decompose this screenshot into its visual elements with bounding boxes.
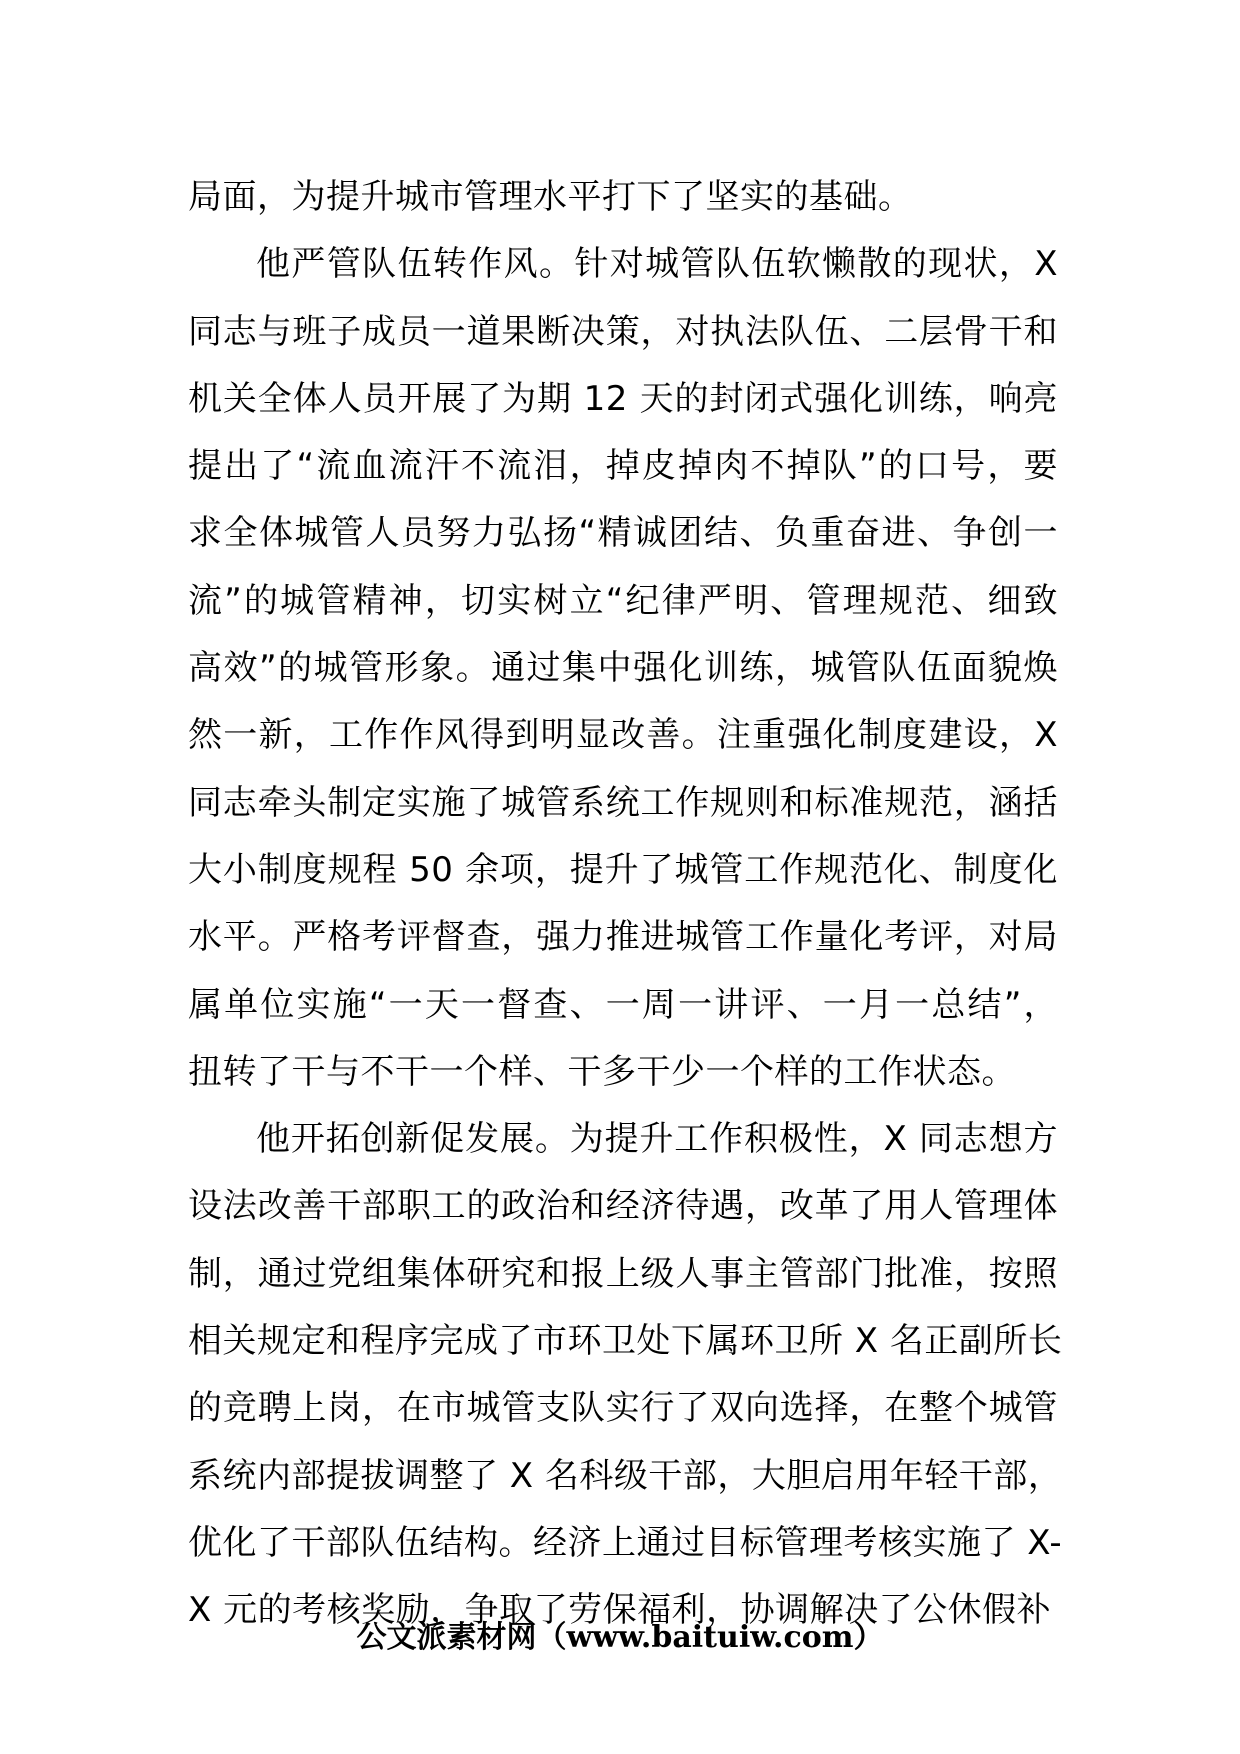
text-line: 提出了“流血流汗不流泪，掉皮掉肉不掉队”的口号，要 — [188, 446, 1058, 487]
paragraph — [188, 231, 1058, 1106]
paragraph — [188, 1106, 1063, 1644]
text-line: 同志牵头制定实施了城管系统工作规则和标准规范，涵括 — [188, 782, 1058, 823]
text-line: 相关规定和程序完成了市环卫处下属环卫所 X 名正副所长 — [188, 1321, 1063, 1362]
text-line: 大小制度规程 50 余项，提升了城管工作规范化、制度化 — [188, 849, 1058, 890]
text-line: 同志与班子成员一道果断决策，对执法队伍、二层骨干和 — [188, 311, 1058, 352]
text-line: 优化了干部队伍结构。经济上通过目标管理考核实施了 X- — [188, 1522, 1063, 1563]
text-line: X 元的考核奖励，争取了劳保福利，协调解决了公休假补 — [188, 1590, 1052, 1631]
text-line: 水平。严格考评督查，强力推进城管工作量化考评，对局 — [188, 917, 1058, 958]
text-line: 局面，为提升城市管理水平打下了坚实的基础。 — [188, 177, 913, 217]
text-line: 流”的城管精神，切实树立“纪律严明、管理规范、细致 — [188, 580, 1058, 621]
text-line: 扭转了干与不干一个样、干多干少一个样的工作状态。 — [188, 1051, 1016, 1092]
text-line: 制，通过党组集体研究和报上级人事主管部门批准，按照 — [188, 1253, 1058, 1294]
text-line: 他开拓创新促发展。为提升工作积极性，X 同志想方 — [256, 1119, 1058, 1160]
text-line: 他严管队伍转作风。针对城管队伍软懒散的现状，X — [256, 244, 1058, 285]
text-line: 然一新，工作作风得到明显改善。注重强化制度建设，X — [188, 715, 1058, 756]
footer-watermark: 公文派素材网（www.baituiw.com） — [356, 1620, 884, 1655]
text-line: 高效”的城管形象。通过集中强化训练，城管队伍面貌焕 — [188, 648, 1058, 689]
text-line: 机关全体人员开展了为期 12 天的封闭式强化训练，响亮 — [188, 378, 1058, 419]
text-line: 设法改善干部职工的政治和经济待遇，改革了用人管理体 — [188, 1186, 1058, 1227]
paragraph — [188, 164, 1058, 231]
text-line: 求全体城管人员努力弘扬“精诚团结、负重奋进、争创一 — [188, 513, 1058, 554]
body-text — [188, 164, 1063, 1645]
text-line: 系统内部提拔调整了 X 名科级干部，大胆启用年轻干部， — [188, 1455, 1063, 1496]
text-line: 的竞聘上岗，在市城管支队实行了双向选择，在整个城管 — [188, 1388, 1058, 1429]
text-line: 属单位实施“一天一督查、一周一讲评、一月一总结”， — [188, 984, 1058, 1025]
